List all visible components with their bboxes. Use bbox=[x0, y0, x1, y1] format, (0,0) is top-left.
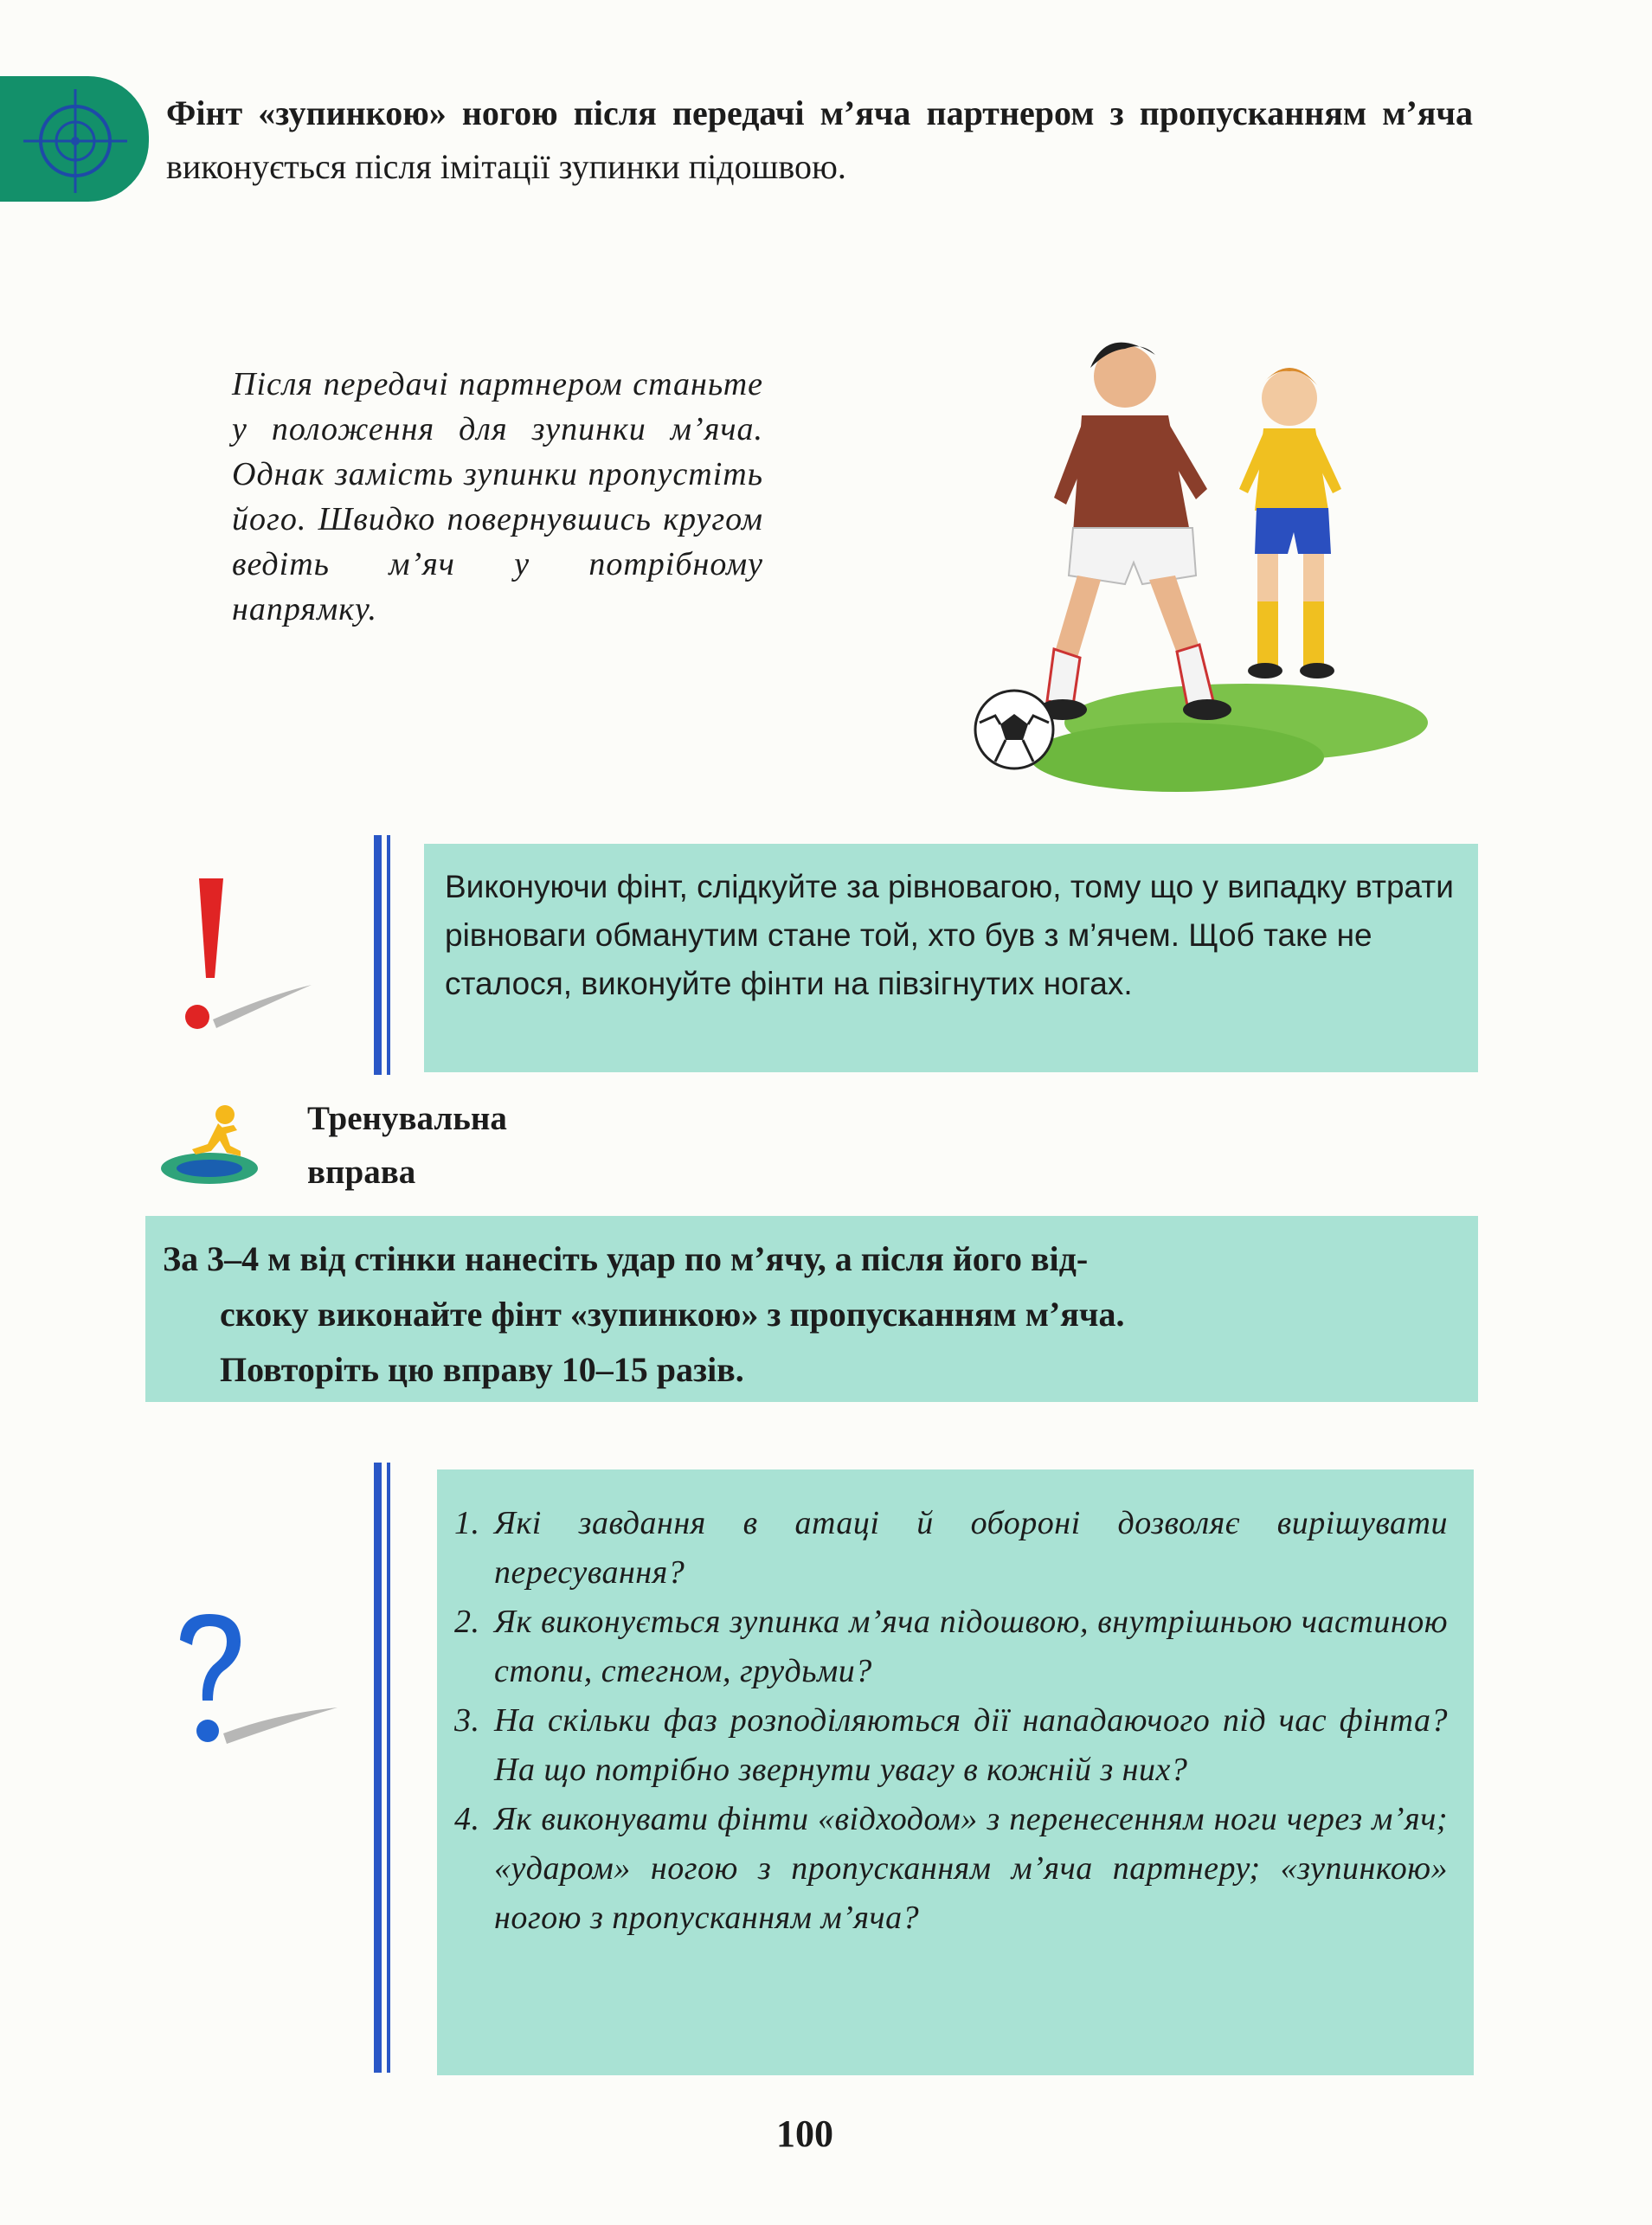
page-number: 100 bbox=[776, 2112, 833, 2155]
question-number: 3. bbox=[454, 1702, 480, 1739]
question-item bbox=[454, 1795, 1448, 1943]
exercise-heading bbox=[307, 1092, 619, 1199]
review-questions bbox=[437, 1469, 1474, 2075]
exercise-line-1: За 3–4 м від стінки нанесіть удар по м’ячу, а після його від- bbox=[163, 1239, 1089, 1278]
questions-accent-bar bbox=[374, 1463, 382, 2073]
football-players-illustration bbox=[961, 316, 1428, 801]
question-number: 1. bbox=[454, 1505, 480, 1541]
target-icon bbox=[19, 85, 132, 197]
note-accent-bar bbox=[374, 835, 382, 1075]
runner-icon bbox=[157, 1099, 261, 1194]
question-text: На скільки фаз розподіляються дії нападаючого під час фінта? На що потрібно звернути увагу в кожній з них? bbox=[494, 1702, 1448, 1788]
section-marker-tab bbox=[0, 76, 149, 202]
intro-paragraph bbox=[166, 87, 1473, 194]
question-item bbox=[454, 1499, 1448, 1598]
question-item bbox=[454, 1598, 1448, 1696]
intro-bold-text: Фінт «зупинкою» ногою після передачі м’яча партнером з пропусканням м’яча bbox=[166, 93, 1473, 132]
warning-note: Виконуючи фінт, слідкуйте за рівновагою, тому що у випадку втрати рівноваги обманутим стане той, хто був з м’ячем. Щоб таке не сталося, виконуйте фінти на півзігнутих ногах. bbox=[424, 844, 1478, 1072]
exclamation-icon bbox=[173, 874, 320, 1039]
question-text: Які завдання в атаці й обороні дозволяє вирішувати пересування? bbox=[494, 1505, 1448, 1591]
exercise-heading-line2: вправа bbox=[307, 1154, 416, 1191]
question-mark-icon bbox=[173, 1614, 346, 1761]
question-text: Як виконувати фінти «відходом» з перенесенням ноги через м’яч; «ударом» ногою з пропусканням м’яча партнеру; «зупинкою» ногою з пропусканням м’яча? bbox=[494, 1801, 1448, 1936]
question-number: 2. bbox=[454, 1604, 480, 1640]
question-item bbox=[454, 1696, 1448, 1795]
exercise-line-2: скоку виконайте фінт «зупинкою» з пропусканням м’яча. bbox=[220, 1295, 1125, 1334]
illustration-caption: Після передачі партнером станьте у положення для зупинки м’яча. Однак замість зупинки пропустіть його. Швидко повернувшись кругом ведіть м’яч у потрібному напрямку. bbox=[232, 366, 763, 627]
intro-regular-text: виконується після імітації зупинки підошвою. bbox=[166, 147, 846, 186]
exercise-heading-line1: Тренувальна bbox=[307, 1100, 507, 1137]
note-accent-bar-thin bbox=[387, 835, 390, 1075]
question-number: 4. bbox=[454, 1801, 480, 1837]
exercise-line-3: Повторіть цю вправу 10–15 разів. bbox=[220, 1350, 744, 1389]
question-text: Як виконується зупинка м’яча підошвою, внутрішньою частиною стопи, стегном, грудьми? bbox=[494, 1604, 1448, 1689]
questions-accent-bar-thin bbox=[387, 1463, 390, 2073]
exercise-box bbox=[145, 1216, 1478, 1402]
